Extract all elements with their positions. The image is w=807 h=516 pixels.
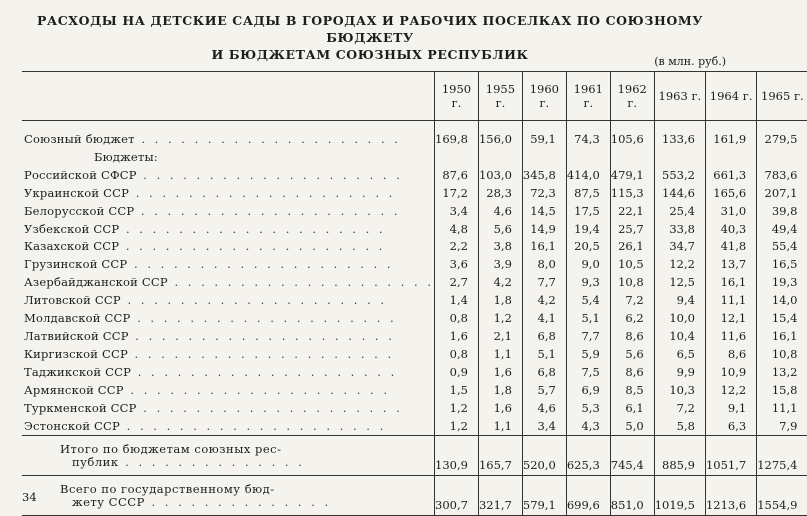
value-cell: 12,1 (705, 310, 756, 328)
row-label: Латвийской ССР (24, 328, 129, 343)
value-cell: 414,0 (566, 167, 610, 185)
row-label-cell (22, 346, 435, 364)
unit-note: (в млн. руб.) (654, 55, 726, 68)
value-cell: 9,4 (654, 292, 705, 310)
value-cell: 26,1 (610, 238, 654, 256)
row-label: Казахской ССР (24, 239, 120, 254)
value-cell: 19,3 (757, 274, 807, 292)
row-label-cell (22, 256, 435, 274)
value-cell: 1,1 (478, 418, 522, 436)
value-cell: 279,5 (757, 131, 807, 149)
total-value-cell: 1019,5 (654, 476, 705, 516)
leader-dots: . . . . . . . . . . . . . . . . . . . . (119, 239, 386, 254)
value-cell: 41,8 (705, 238, 756, 256)
value-cell: 33,8 (654, 221, 705, 239)
leader-dots: . . . . . . . . . . . . . . . . . . . . (134, 203, 401, 218)
row-label-cell (22, 400, 435, 418)
value-cell: 10,4 (654, 328, 705, 346)
spacer-row (22, 121, 807, 132)
value-cell: 5,1 (566, 310, 610, 328)
value-cell: 10,8 (757, 346, 807, 364)
value-cell: 7,7 (522, 274, 566, 292)
total-row (22, 476, 807, 516)
value-cell: 8,6 (610, 328, 654, 346)
value-cell: 10,5 (610, 256, 654, 274)
value-cell: 4,8 (435, 221, 479, 239)
row-label: Эстонской ССР (24, 418, 120, 433)
total-value-cell: 885,9 (654, 436, 705, 476)
leader-dots: . . . . . . . . . . . . . . . . . . . . (167, 275, 435, 290)
value-cell: 20,5 (566, 238, 610, 256)
subheading-row (22, 149, 807, 167)
table-row (22, 400, 807, 418)
value-cell: 31,0 (705, 203, 756, 221)
value-cell: 13,7 (705, 256, 756, 274)
value-cell: 156,0 (478, 131, 522, 149)
table-row (22, 238, 807, 256)
value-cell: 0,9 (435, 364, 479, 382)
value-cell: 6,5 (654, 346, 705, 364)
value-cell: 15,8 (757, 382, 807, 400)
value-cell: 9,0 (566, 256, 610, 274)
row-label-cell (22, 238, 435, 256)
value-cell: 9,3 (566, 274, 610, 292)
table-row (22, 131, 807, 149)
value-cell: 15,4 (757, 310, 807, 328)
row-label: Молдавской ССР (24, 311, 131, 326)
table-row (22, 418, 807, 436)
value-cell: 2,1 (478, 328, 522, 346)
row-label-cell (22, 418, 435, 436)
value-cell: 4,2 (522, 292, 566, 310)
value-cell: 10,0 (654, 310, 705, 328)
value-cell: 5,0 (610, 418, 654, 436)
leader-dots: . . . . . . . . . . . . . . . . . . . . (120, 418, 387, 433)
value-cell: 13,2 (757, 364, 807, 382)
value-cell: 14,5 (522, 203, 566, 221)
leader-dots: . . . . . . . . . . . . . . . . . . . . (119, 221, 386, 236)
value-cell: 2,7 (435, 274, 479, 292)
value-cell: 1,2 (435, 400, 479, 418)
row-label-cell (22, 131, 435, 149)
value-cell: 1,2 (478, 310, 522, 328)
value-cell: 8,0 (522, 256, 566, 274)
year-header: 1955 г. (478, 72, 522, 121)
leader-dots: . . . . . . . . . . . . . . . . . . . . (128, 328, 395, 343)
value-cell: 16,5 (757, 256, 807, 274)
value-cell: 7,2 (610, 292, 654, 310)
table-row (22, 364, 807, 382)
value-cell: 28,3 (478, 185, 522, 203)
value-cell: 3,4 (435, 203, 479, 221)
year-header: 1961 г. (566, 72, 610, 121)
value-cell: 14,9 (522, 221, 566, 239)
value-cell: 1,6 (435, 328, 479, 346)
total-label-line1: Итого по бюджетам союзных рес- (60, 441, 282, 456)
value-cell: 7,9 (757, 418, 807, 436)
leader-dots: . . . . . . . . . . . . . . . . . . . . (129, 185, 396, 200)
row-label: Азербайджанской ССР (24, 275, 168, 290)
value-cell: 39,8 (757, 203, 807, 221)
total-value-cell: 165,7 (478, 436, 522, 476)
value-cell: 161,9 (705, 131, 756, 149)
value-cell: 55,4 (757, 238, 807, 256)
value-cell: 5,9 (566, 346, 610, 364)
value-cell: 49,4 (757, 221, 807, 239)
value-cell: 8,6 (610, 364, 654, 382)
value-cell: 4,2 (478, 274, 522, 292)
year-header: 1960 г. (522, 72, 566, 121)
value-cell: 783,6 (757, 167, 807, 185)
value-cell: 5,7 (522, 382, 566, 400)
value-cell: 3,6 (435, 256, 479, 274)
value-cell: 8,5 (610, 382, 654, 400)
value-cell: 105,6 (610, 131, 654, 149)
value-cell: 40,3 (705, 221, 756, 239)
value-cell: 2,2 (435, 238, 479, 256)
total-value-cell: 745,4 (610, 436, 654, 476)
value-cell: 11,1 (757, 400, 807, 418)
row-label-cell (22, 364, 435, 382)
value-cell: 1,4 (435, 292, 479, 310)
value-cell: 4,6 (478, 203, 522, 221)
row-label: Армянской ССР (24, 382, 124, 397)
year-header: 1963 г. (654, 72, 705, 121)
value-cell: 479,1 (610, 167, 654, 185)
value-cell: 16,1 (522, 238, 566, 256)
leader-dots: . . . . . . . . . . . . . . . . . . . . (120, 293, 388, 308)
value-cell: 5,6 (610, 346, 654, 364)
row-label: Грузинской ССР (24, 257, 128, 272)
value-cell: 0,8 (435, 310, 479, 328)
year-header: 1964 г. (705, 72, 756, 121)
value-cell: 16,1 (705, 274, 756, 292)
year-header: 1962 г. (610, 72, 654, 121)
table-row (22, 346, 807, 364)
title-line-2: И БЮДЖЕТАМ СОЮЗНЫХ РЕСПУБЛИК (211, 47, 529, 62)
value-cell: 12,2 (705, 382, 756, 400)
row-label: Литовской ССР (24, 293, 121, 308)
year-header: 1965 г. (757, 72, 807, 121)
value-cell: 6,8 (522, 328, 566, 346)
table-row (22, 221, 807, 239)
value-cell: 87,5 (566, 185, 610, 203)
row-label: Узбекской ССР (24, 221, 120, 236)
leader-dots: . . . . . . . . . . . . . . . . . . . . (127, 346, 395, 361)
value-cell: 4,1 (522, 310, 566, 328)
row-label: Союзный бюджет (24, 132, 135, 146)
total-value-cell: 625,3 (566, 436, 610, 476)
value-cell: 3,8 (478, 238, 522, 256)
total-row (22, 436, 807, 476)
value-cell: 72,3 (522, 185, 566, 203)
row-label: Киргизской ССР (24, 346, 128, 361)
table-row (22, 203, 807, 221)
value-cell: 25,7 (610, 221, 654, 239)
row-label-cell (22, 185, 435, 203)
value-cell: 5,4 (566, 292, 610, 310)
leader-dots: . . . . . . . . . . . . . . . . . . . . (127, 257, 394, 272)
value-cell: 4,6 (522, 400, 566, 418)
value-cell: 59,1 (522, 131, 566, 149)
value-cell: 11,6 (705, 328, 756, 346)
title-line-1: РАСХОДЫ НА ДЕТСКИЕ САДЫ В ГОРОДАХ И РАБОЧИХ ПОСЕЛКАХ ПО СОЮЗНОМУ БЮДЖЕТУ (36, 13, 704, 45)
value-cell: 6,1 (610, 400, 654, 418)
value-cell: 0,8 (435, 346, 479, 364)
total-value-cell: 1554,9 (757, 476, 807, 516)
value-cell: 1,2 (435, 418, 479, 436)
row-label-cell (22, 274, 435, 292)
table-row (22, 256, 807, 274)
total-value-cell: 851,0 (610, 476, 654, 516)
value-cell: 19,4 (566, 221, 610, 239)
value-cell: 14,0 (757, 292, 807, 310)
total-value-cell: 1213,6 (705, 476, 756, 516)
row-label-cell (22, 221, 435, 239)
row-label-cell (22, 328, 435, 346)
header-row (22, 72, 807, 121)
header-label-cell (22, 72, 435, 121)
leader-dots: . . . . . . . . . . . . . . . . . . . . (131, 364, 398, 379)
table-body (22, 121, 807, 516)
row-label-cell (22, 382, 435, 400)
total-label-line2: жету СССР (72, 494, 145, 509)
value-cell: 7,5 (566, 364, 610, 382)
value-cell: 16,1 (757, 328, 807, 346)
value-cell: 5,3 (566, 400, 610, 418)
year-header: 1950 г. (435, 72, 479, 121)
leader-dots: . . . . . . . . . . . . . . (144, 494, 332, 509)
table-row (22, 292, 807, 310)
value-cell: 7,7 (566, 328, 610, 346)
value-cell: 1,5 (435, 382, 479, 400)
total-label-line1: Всего по государственному бюд- (60, 481, 275, 496)
value-cell: 103,0 (478, 167, 522, 185)
value-cell: 87,6 (435, 167, 479, 185)
budget-table (22, 71, 807, 516)
value-cell: 3,9 (478, 256, 522, 274)
value-cell: 5,6 (478, 221, 522, 239)
total-value-cell: 699,6 (566, 476, 610, 516)
total-value-cell: 1051,7 (705, 436, 756, 476)
row-label-cell (22, 167, 435, 185)
budgets-subheading: Бюджеты: (94, 149, 158, 164)
value-cell: 6,2 (610, 310, 654, 328)
value-cell: 345,8 (522, 167, 566, 185)
leader-dots: . . . . . . . . . . . . . . (118, 454, 305, 469)
value-cell: 12,5 (654, 274, 705, 292)
row-label: Таджикской ССР (24, 364, 132, 379)
value-cell: 22,1 (610, 203, 654, 221)
table-row (22, 310, 807, 328)
value-cell: 7,2 (654, 400, 705, 418)
total-label-line2: публик (72, 454, 119, 469)
value-cell: 12,2 (654, 256, 705, 274)
leader-dots: . . . . . . . . . . . . . . . . . . . . (134, 132, 401, 146)
row-label: Украинской ССР (24, 185, 130, 200)
value-cell: 1,8 (478, 382, 522, 400)
row-label: Туркменской ССР (24, 400, 137, 415)
total-value-cell: 520,0 (522, 436, 566, 476)
value-cell: 10,8 (610, 274, 654, 292)
value-cell: 207,1 (757, 185, 807, 203)
value-cell: 17,5 (566, 203, 610, 221)
value-cell: 6,3 (705, 418, 756, 436)
value-cell: 8,6 (705, 346, 756, 364)
leader-dots: . . . . . . . . . . . . . . . . . . . . (136, 400, 403, 415)
page-number: 34 (22, 490, 37, 504)
leader-dots: . . . . . . . . . . . . . . . . . . . . (136, 167, 403, 182)
value-cell: 9,9 (654, 364, 705, 382)
value-cell: 1,6 (478, 400, 522, 418)
table-row (22, 274, 807, 292)
value-cell: 1,1 (478, 346, 522, 364)
value-cell: 4,3 (566, 418, 610, 436)
value-cell: 74,3 (566, 131, 610, 149)
table-row (22, 328, 807, 346)
value-cell: 25,4 (654, 203, 705, 221)
value-cell: 1,6 (478, 364, 522, 382)
table-row (22, 185, 807, 203)
value-cell: 553,2 (654, 167, 705, 185)
value-cell: 6,8 (522, 364, 566, 382)
row-label-cell (22, 292, 435, 310)
value-cell: 133,6 (654, 131, 705, 149)
value-cell: 5,1 (522, 346, 566, 364)
value-cell: 6,9 (566, 382, 610, 400)
leader-dots: . . . . . . . . . . . . . . . . . . . . (130, 311, 397, 326)
total-value-cell: 130,9 (435, 436, 479, 476)
value-cell: 17,2 (435, 185, 479, 203)
table-row (22, 382, 807, 400)
total-value-cell: 300,7 (435, 476, 479, 516)
value-cell: 165,6 (705, 185, 756, 203)
value-cell: 9,1 (705, 400, 756, 418)
value-cell: 169,8 (435, 131, 479, 149)
value-cell: 5,8 (654, 418, 705, 436)
total-value-cell: 321,7 (478, 476, 522, 516)
value-cell: 34,7 (654, 238, 705, 256)
value-cell: 115,3 (610, 185, 654, 203)
total-value-cell: 1275,4 (757, 436, 807, 476)
total-value-cell: 579,1 (522, 476, 566, 516)
row-label-cell (22, 203, 435, 221)
value-cell: 11,1 (705, 292, 756, 310)
total-label-cell (22, 436, 435, 476)
total-label-cell (22, 476, 435, 516)
value-cell: 10,3 (654, 382, 705, 400)
value-cell: 10,9 (705, 364, 756, 382)
value-cell: 661,3 (705, 167, 756, 185)
row-label: Белорусской ССР (24, 203, 135, 218)
table-title (0, 12, 740, 63)
value-cell: 1,8 (478, 292, 522, 310)
leader-dots: . . . . . . . . . . . . . . . . . . . . (123, 382, 390, 397)
value-cell: 3,4 (522, 418, 566, 436)
row-label: Российской СФСР (24, 167, 137, 182)
value-cell: 144,6 (654, 185, 705, 203)
row-label-cell (22, 310, 435, 328)
table-row (22, 167, 807, 185)
